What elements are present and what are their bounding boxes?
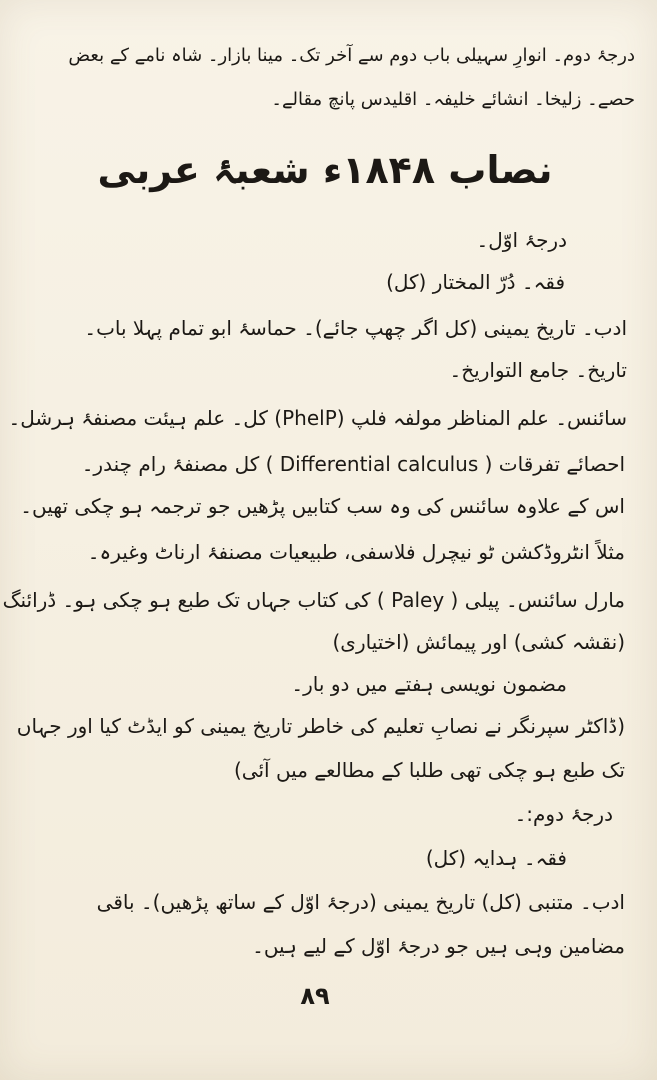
sprenger-note-line-2: تک طبع ہو چکی تھی طلبا کے مطالعے میں آئی) — [233, 758, 625, 782]
adab-line: ادب۔ تاریخ یمینی (کل اگر چھپ جائے)۔ حماسۂ ابو تمام پہلا باب۔ — [84, 316, 627, 340]
example-line: مثلاً انٹروڈکشن ٹو نیچرل فلاسفی، طبیعیات مصنفۂ ارناٹ وغیرہ۔ — [87, 540, 625, 564]
section-heading-first-year: درجۂ اوّل۔ — [476, 228, 567, 252]
previous-section-line-2: حصے۔ زلیخا۔ انشائے خلیفہ۔ اقلیدس پانچ مقالے۔ — [271, 89, 635, 110]
moral-science-line-2: (نقشہ کشی) اور پیمائش (اختیاری) — [332, 630, 625, 654]
second-adab-line: ادب۔ متنبی (کل) تاریخ یمینی (درجۂ اوّل کے ساتھ پڑھیں)۔ باقی — [96, 890, 625, 914]
essay-writing-line: مضمون نویسی ہفتے میں دو بار۔ — [291, 672, 567, 696]
science-line: سائنس۔ علم المناظر مولفہ فلپ (PhelP) کل۔ علم ہیئت مصنفۂ ہرشل۔ — [8, 406, 627, 430]
moral-science-line-1: مارل سائنس۔ پیلی ( Paley ) کی کتاب جہاں تک طبع ہو چکی ہو۔ ڈرائنگ — [2, 588, 625, 612]
second-mazamin-line: مضامین وہی ہیں جو درجۂ اوّل کے لیے ہیں۔ — [252, 934, 625, 958]
fiqh-line: فقہ۔ دُرّ المختار (کل) — [386, 270, 565, 294]
page-title: نصاب ۱۸۴۸ء شعبۂ عربی — [97, 148, 553, 192]
second-fiqh-line: فقہ۔ ہدایہ (کل) — [425, 846, 567, 870]
previous-section-line-1: درجۂ دوم۔ انوارِ سہیلی باب دوم سے آخر تک۔ مینا بازار۔ شاہ نامے کے بعض — [68, 45, 635, 66]
sprenger-note-line-1: (ڈاکٹر سپرنگر نے نصابِ تعلیم کی خاطر تاریخ یمینی کو ایڈٹ کیا اور جہاں — [16, 714, 625, 738]
other-books-line: اس کے علاوہ سائنس کی وہ سب کتابیں پڑھیں جو ترجمہ ہو چکی تھیں۔ — [20, 494, 625, 518]
section-heading-second-year: درجۂ دوم:۔ — [514, 802, 613, 826]
page-number: ۸۹ — [300, 982, 330, 1010]
tarikh-line: تاریخ۔ جامع التواریخ۔ — [449, 358, 627, 382]
ihsa-line: احصائے تفرقات ( Differential calculus ) کل مصنفۂ رام چندر۔ — [81, 452, 625, 476]
